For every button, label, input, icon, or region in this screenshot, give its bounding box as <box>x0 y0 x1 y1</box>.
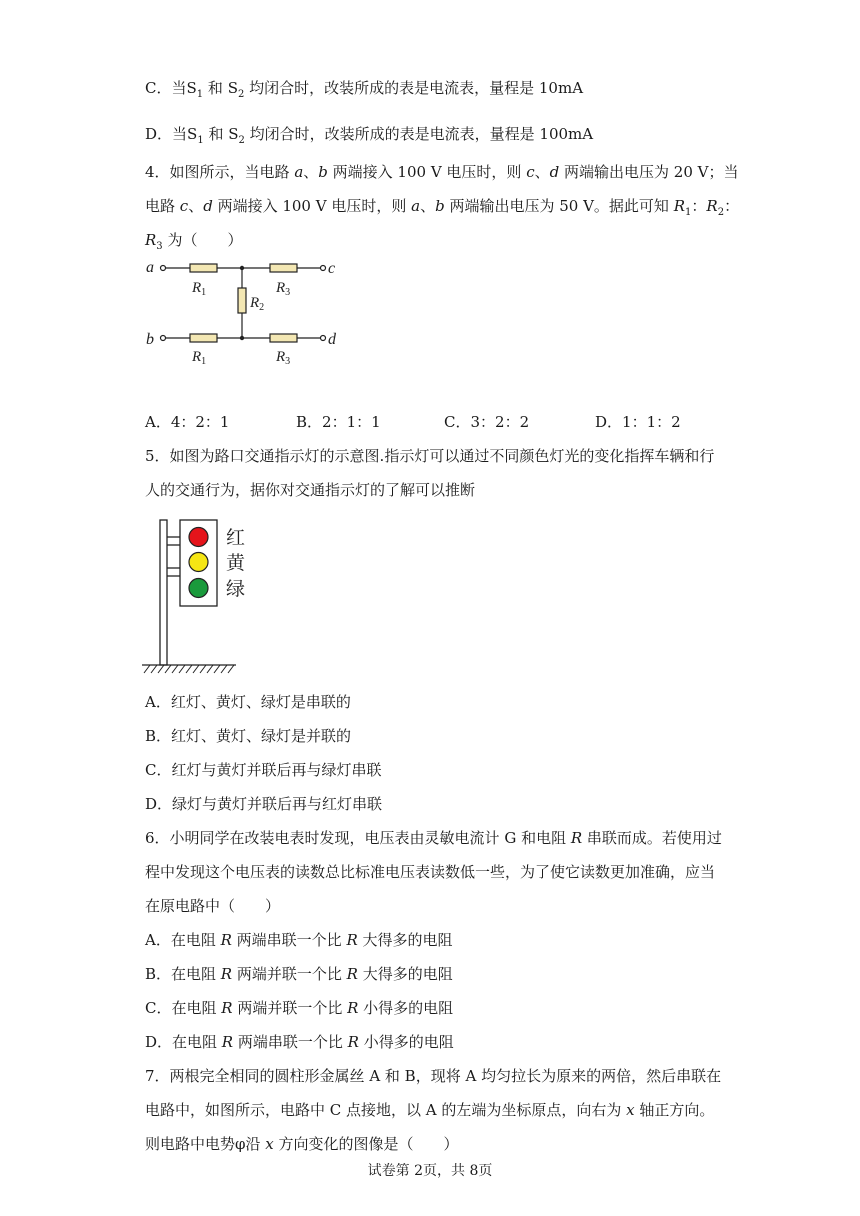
terminal-d <box>321 336 326 341</box>
terminal-a <box>161 266 166 271</box>
junction-bottom <box>240 336 244 340</box>
label-r1-bottom: $R_1$ <box>192 349 207 367</box>
q5-option-a: A．红灯、黄灯、绿灯是串联的 <box>145 693 351 711</box>
resistor-r3-bottom <box>270 334 297 342</box>
page-footer: 试卷第 2页，共 8页 <box>367 1163 493 1179</box>
q4-option-c: C．3：2：2 <box>444 413 530 431</box>
label-c: c <box>328 260 336 277</box>
ground-hatching <box>144 665 234 673</box>
label-a: a <box>146 259 154 276</box>
q5-option-d: D．绿灯与黄灯并联后再与红灯串联 <box>145 795 383 813</box>
label-r2: $R_2$ <box>250 295 265 313</box>
resistor-r1-bottom <box>190 334 217 342</box>
q6-stem-line2: 程中发现这个电压表的读数总比标准电压表读数低一些，为了使它读数更加准确，应当 <box>145 863 716 881</box>
q7-stem-line3: 则电路中电势φ沿 x 方向变化的图像是（ ） <box>145 1135 459 1153</box>
q4-stem-line3: $R_3$ 为（ ） <box>145 231 243 252</box>
resistor-r1-top <box>190 264 217 272</box>
q4-option-b: B．2：1：1 <box>296 413 381 431</box>
red-label: 红 <box>226 528 246 549</box>
q6-stem-line1: 6．小明同学在改装电表时发现，电压表由灵敏电流计 G 和电阻 R 串联而成。若使用过 <box>145 829 722 847</box>
q4-option-a: A．4：2：1 <box>145 413 230 431</box>
yellow-light <box>189 553 208 572</box>
q5-option-b: B．红灯、黄灯、绿灯是并联的 <box>145 727 352 745</box>
label-r3-top: $R_3$ <box>276 280 291 298</box>
resistor-r2 <box>238 288 246 313</box>
green-light <box>189 579 208 598</box>
green-label: 绿 <box>226 579 246 600</box>
q5-traffic-light-diagram <box>140 515 270 675</box>
q6-option-a: A．在电阻 R 两端串联一个比 R 大得多的电阻 <box>145 931 453 949</box>
q6-stem-line3: 在原电路中（ ） <box>145 897 281 915</box>
label-r3-bottom: $R_3$ <box>276 349 291 367</box>
q3-option-d: D．当$S_1$ 和 $S_2$ 均闭合时，改装所成的表是电流表，量程是 100mA <box>145 125 594 146</box>
q3-option-c: C．当$S_1$ 和 $S_2$ 均闭合时，改装所成的表是电流表，量程是 10mA <box>145 79 584 100</box>
q4-stem-line2: 电路 c、d 两端接入 100 V 电压时，则 a、b 两端输出电压为 50 V。据此可知 $R_1$：$R_2$： <box>145 197 740 218</box>
q4-option-d: D．1：1：2 <box>595 413 681 431</box>
q4-stem-line1: 4．如图所示，当电路 a、b 两端接入 100 V 电压时，则 c、d 两端输出电压为 20 V；当 <box>145 163 739 181</box>
pole <box>160 520 167 665</box>
q5-stem-line1: 5．如图为路口交通指示灯的示意图.指示灯可以通过不同颜色灯光的变化指挥车辆和行 <box>145 447 715 465</box>
q6-option-b: B．在电阻 R 两端并联一个比 R 大得多的电阻 <box>145 965 453 983</box>
q5-stem-line2: 人的交通行为，据你对交通指示灯的了解可以推断 <box>145 481 476 499</box>
q6-option-c: C．在电阻 R 两端并联一个比 R 小得多的电阻 <box>145 999 454 1017</box>
terminal-b <box>161 336 166 341</box>
red-light <box>189 528 208 547</box>
q7-stem-line1: 7．两根完全相同的圆柱形金属丝 A 和 B，现将 A 均匀拉长为原来的两倍，然后串联在 <box>145 1067 722 1085</box>
label-r1-top: $R_1$ <box>192 280 207 298</box>
label-b: b <box>146 331 154 348</box>
yellow-label: 黄 <box>226 553 246 574</box>
q6-option-d: D．在电阻 R 两端串联一个比 R 小得多的电阻 <box>145 1033 454 1051</box>
q4-circuit-diagram <box>140 255 360 370</box>
junction-top <box>240 266 244 270</box>
q5-option-c: C．红灯与黄灯并联后再与绿灯串联 <box>145 761 382 779</box>
terminal-c <box>321 266 326 271</box>
label-d: d <box>328 331 336 348</box>
q7-stem-line2: 电路中，如图所示，电路中 C 点接地，以 A 的左端为坐标原点，向右为 x 轴正方向。 <box>145 1101 715 1119</box>
resistor-r3-top <box>270 264 297 272</box>
